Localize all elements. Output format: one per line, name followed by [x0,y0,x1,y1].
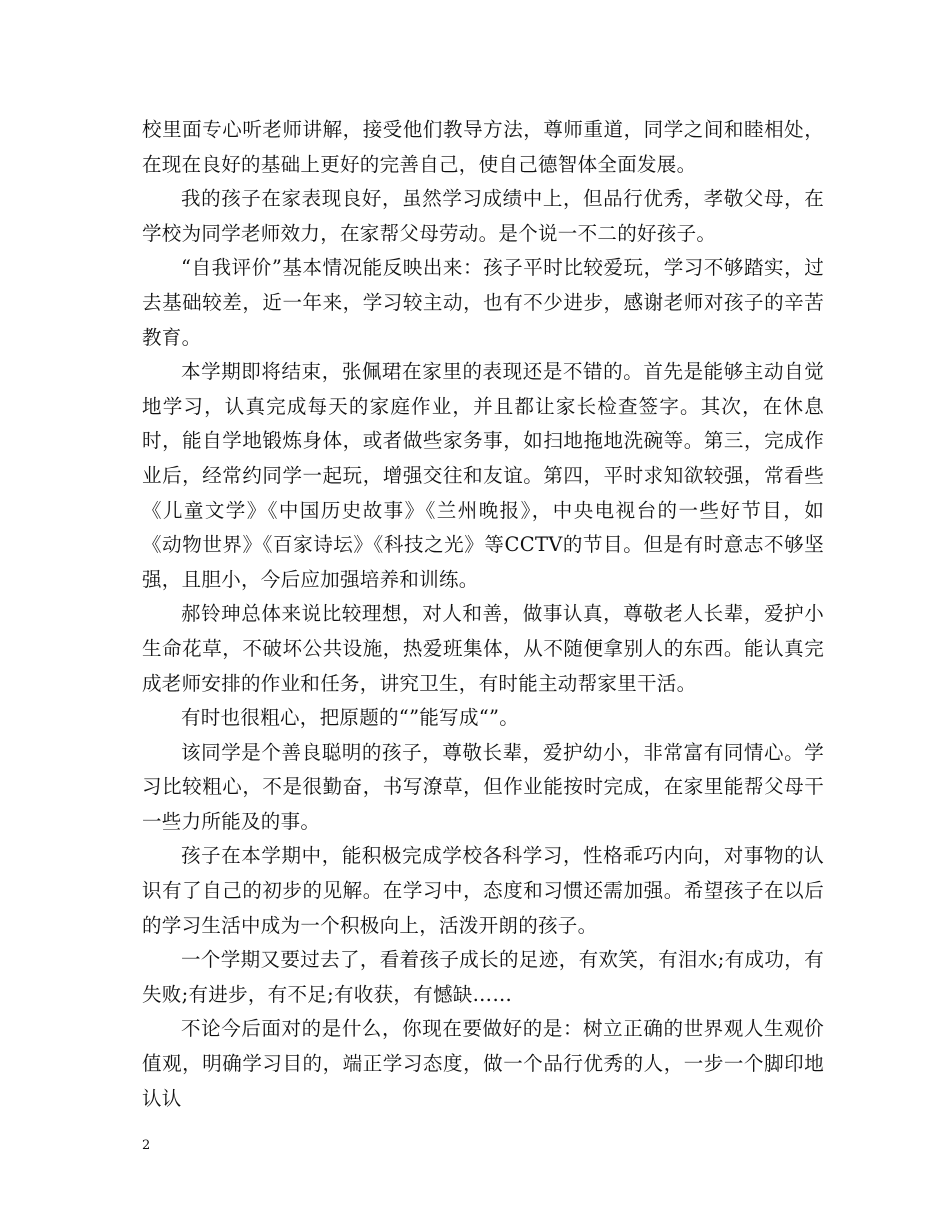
page-number: 2 [142,1138,151,1153]
document-body [142,113,824,1116]
paragraph: 不论今后面对的是什么，你现在要做好的是：树立正确的世界观人生观价值观，明确学习目的，端正学习态度，做一个品行优秀的人，一步一个脚印地认认 [142,1017,824,1110]
paragraph: 一个学期又要过去了，看着孩子成长的足迹，有欢笑，有泪水;有成功，有失败;有进步，有不足;有收获，有憾缺…… [142,948,824,1006]
paragraph: 孩子在本学期中，能积极完成学校各科学习，性格乖巧内向，对事物的认识有了自己的初步的见解。在学习中，态度和习惯还需加强。希望孩子在以后的学习生活中成为一个积极向上，活泼开朗的孩子。 [142,844,824,937]
paragraph: 该同学是个善良聪明的孩子，尊敬长辈，爱护幼小，非常富有同情心。学习比较粗心，不是很勤奋，书写潦草，但作业能按时完成，在家里能帮父母干一些力所能及的事。 [142,740,824,833]
paragraph: 我的孩子在家表现良好，虽然学习成绩中上，但品行优秀，孝敬父母，在学校为同学老师效力，在家帮父母劳动。是个说一不二的好孩子。 [142,187,824,245]
paragraph: 有时也很粗心，把原题的“”能写成“”。 [181,706,520,730]
paragraph: “自我评价”基本情况能反映出来：孩子平时比较爱玩，学习不够踏实，过去基础较差，近一年来，学习较主动，也有不少进步，感谢老师对孩子的辛苦教育。 [142,256,824,349]
paragraph-continuation: 校里面专心听老师讲解，接受他们教导方法，尊师重道，同学之间和睦相处，在现在良好的基础上更好的完善自己，使自己德智体全面发展。 [142,118,824,176]
paragraph: 本学期即将结束，张佩珺在家里的表现还是不错的。首先是能够主动自觉地学习，认真完成每天的家庭作业，并且都让家长检查签字。其次，在休息时，能自学地锻炼身体，或者做些家务事，如扫地拖地洗碗等。第三，完成作业后，经常约同学一起玩，增强交往和友谊。第四，平时求知欲较强，常看些《儿童文学》《中国历史故事》《兰州晚报》，中央电视台的一些好节目，如《动物世界》《百家诗坛》《科技之光》等CCTV的节目。但是有时意志不够坚强，且胆小，今后应加强培养和训练。 [142,360,824,591]
paragraph: 郝铃珅总体来说比较理想，对人和善，做事认真，尊敬老人长辈，爱护小生命花草，不破坏公共设施，热爱班集体，从不随便拿别人的东西。能认真完成老师安排的作业和任务，讲究卫生，有时能主动帮家里干活。 [142,602,824,695]
